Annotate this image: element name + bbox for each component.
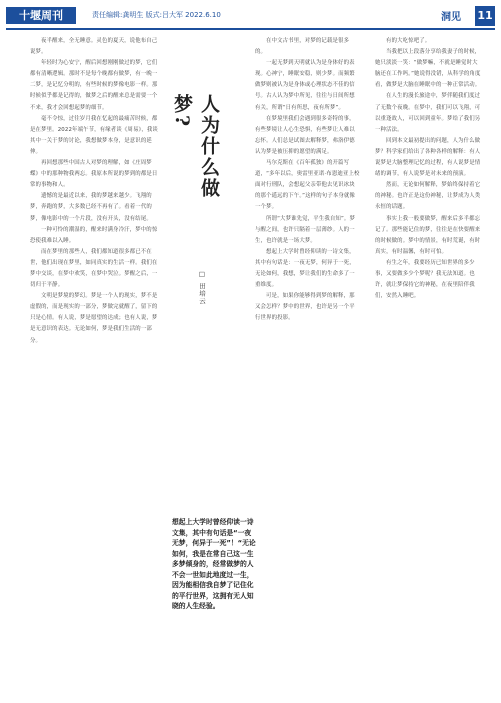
paragraph: 年轻时为心安宁，醒后回想刚刚做过的梦，它们都有清晰逻辑。那时不是每个晚都有做梦，有一晚一二梦，是记忆分明的，有些时候的梦像电影一样。那时候似乎都是记得的，做梦之后的醒来总是需要一个不来，我才会回想起梦的细节。 [30,60,158,111]
paragraph: 回到本文最初提出的问题，人为什么做梦？科学家们给出了各种各样的解释：有人说梦是大脑整理记忆的过程，有人说梦是情绪的调节，有人说梦是对未来的预演。 [375,137,481,178]
paragraph: 再回想那些中国古人对梦的理解，如《庄周梦蝶》中的那种物我两忘。我原本所说的梦到的都是日常的事物和人。 [30,160,158,189]
paragraph: 毫不令惊，过往岁月我在忆起的最痛苦时候，都是在梦里。2022年端午节，有缘者谈《周易》，我谈其中一关于梦的讨论，我想做梦本身，是意识的延伸。 [30,115,158,155]
paragraph: 在梦境里我们会遇到很多奇特的事，有些梦境让人心生恐惧，有些梦让人难以忘怀。人们总是试图去解释梦，弗洛伊德认为梦是被压抑的愿望的满足。 [255,115,355,155]
paragraph: 想起上大学时曾经仰读的一诗文集，其中有句话是：一夜无梦，何异于一死，无论如何，我想，梦让我们的生命多了一重维度。 [255,248,355,289]
paragraph: 马尔克斯在《百年孤独》的开篇写道，“多年以后，奥雷里亚诺·布恩迪亚上校面对行刑队，会想起父亲带他去见识冰块的那个遥远的下午。”这样的句子本身就像一个梦。 [255,160,360,211]
article-column-2 [255,36,360,698]
editor-info: 责任编辑:龚明生 版式:吕大军 2022.6.10 [92,11,221,19]
page-header [0,0,501,30]
paragraph: 可是，如果你能够得到梦的解释，那又会怎样？梦中的世界，也许是另一个平行世界的投影。 [255,293,355,322]
paragraph: 有的大吃惊吧了。 [386,38,431,44]
paragraph: 在人生的漫长旅途中，梦伴随我们度过了无数个夜晚。在梦中，我们可以飞翔，可以重逢故人，可以回到童年。梦给了我们另一种活法。 [375,93,481,133]
paragraph: 所谓“大梦谁先觉，平生我自知”。梦与醒之间，也许只隔着一层薄纱。人的一生，也许就是一场大梦。 [255,215,355,244]
paragraph: 在中文古书里，对梦的记载是很多的。 [255,38,350,56]
paragraph: 然而，无论如何解释，梦始终保持着它的神秘。也许正是这份神秘，让梦成为人类永恒的话题。 [375,182,481,211]
article-author: □ 田培云 [198,270,206,305]
paragraph: 一起无梦到天明就认为是身体好的表现。心神宁，睡眠安稳，则少梦。而频繁做梦则被认为是身体或心理状态不佳的信号。古人认为梦中所见，往往与日间所想有关，所谓“日有所思，夜有所梦”。 [255,60,355,111]
paragraph: 一种可怜的潮湿的，醒来时满身冷汗，梦中的惊恐使我难以入睡。 [30,226,158,244]
paragraph: 遗憾的是最近以来，我的梦越来越少。飞翔的梦，奔跑的梦，大多数已经不再有了。看着一代的梦，像电影中的一个片段，没有开头，没有结尾。 [30,193,152,222]
article-title: 人为什么做梦? [171,94,220,199]
section-name: 洞见 [441,12,461,23]
pull-quote: 想起上大学时曾经仰读一诗文集，其中有句话是“一夜无梦，何异于一死”！“无论如何，我是在常自己这一生多梦倾身的，经常做梦的人不会一世如此地度过一生，因为能相信我自梦了记住化的平行世界，这拥有无人知晓的人生经验。 [172,518,256,610]
paragraph: 夜半醒来，全无睡意。灵色的夏天，说他布自己说梦。 [30,38,158,56]
paragraph: 文明是梦境的梦幻。梦是一个人的现实，梦不是虚假的，而是现实的一部分，梦做完就醒了，留下的只是心情。有人说，梦是愿望的达成；也有人说，梦是无意识的表达。无论如何，梦是我们生活的一部分。 [30,293,158,344]
paragraph: 事实上我一般要做梦，醒来后多半都忘记了。那些能记住的梦，往往是在快要醒来的时候做的。梦中的情景，有时荒诞，有时真实，有时温馨，有时可怕。 [375,215,481,255]
article-column-3 [375,36,483,698]
page-number: 11 [475,6,495,26]
header-rule [6,28,495,30]
paragraph: 有生之年，我要经历已知世界的多少事，又要做多少个梦呢？我无法知道。也许，就让梦保持它的神秘，在夜里陪伴我们，安然入睡吧。 [375,259,475,300]
paragraph: 而在梦里的那些人，我们都知道很多都已不在世，他们出现在梦里，如同真实的生活一样。我们在梦中交谈，在梦中欢笑，在梦中哭泣。梦醒之后，一切归于平静。 [30,248,158,289]
masthead: 十堰周刊 [6,7,76,24]
article-column-1 [30,36,158,698]
paragraph: 当我把以上段落分享给我妻子的时候，她只淡淡一笑：“做梦嘛，不就是睡觉时大脑还在工作吗。”她说得没错，从科学的角度看，做梦是大脑在睡眠中的一种正常活动。 [375,49,481,89]
